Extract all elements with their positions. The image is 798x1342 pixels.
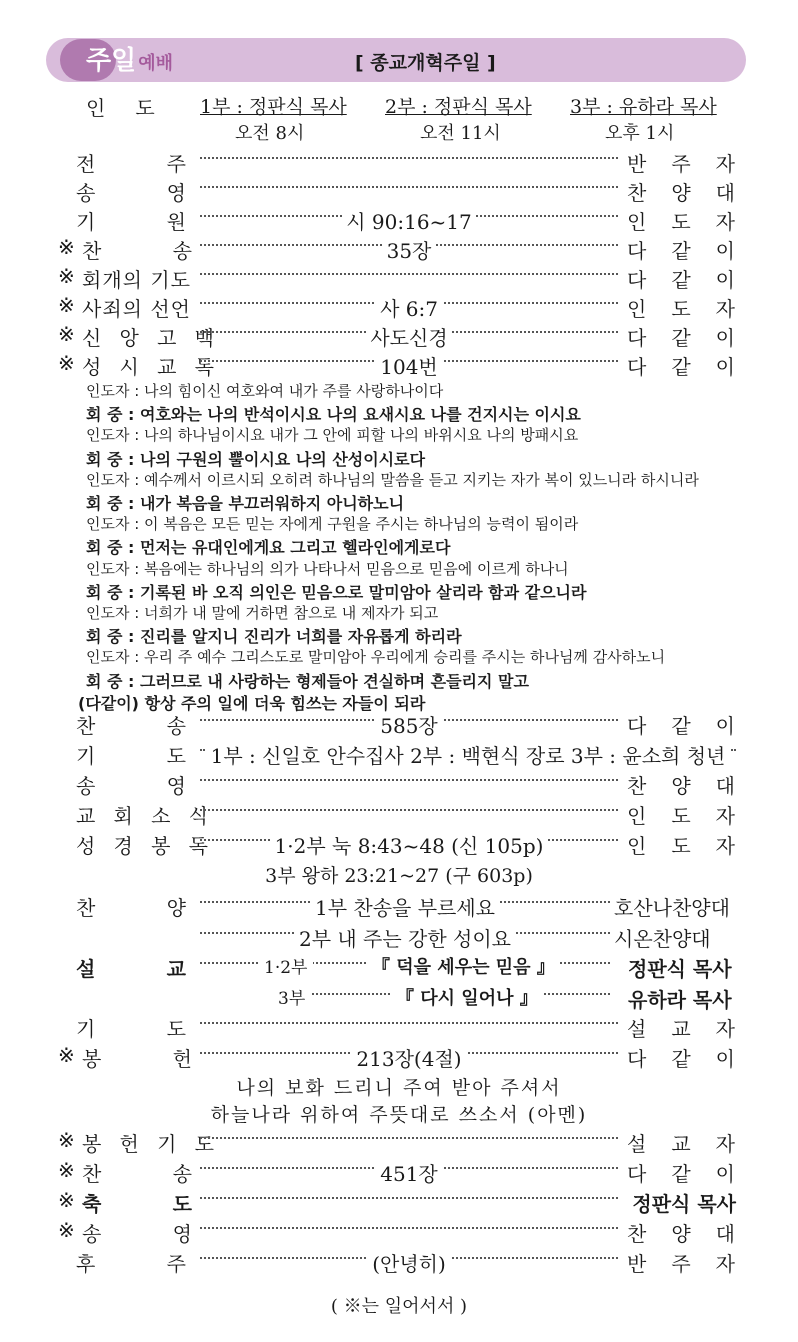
item-detail: 451장 [200,1158,618,1187]
dot-leader [200,273,618,275]
item-right: 설 교 자 [627,1132,735,1156]
item-label: 봉 헌 [82,1047,192,1071]
item-detail: 1부 : 신일호 안수집사 2부 : 백현식 장로 3부 : 윤소희 청년 [200,740,736,769]
order-item [0,710,798,738]
stand-mark: ※ [58,1218,75,1242]
item-right: 찬 양 대 [627,774,735,798]
item-right: 반 주 자 [627,152,735,176]
item-label: 신 앙 고 백 [82,326,214,350]
stand-mark: ※ [58,293,75,317]
praise-row [0,892,798,920]
stand-mark: ※ [58,1188,75,1212]
preacher: 정판식 목사 [628,957,732,981]
preacher: 유하라 목사 [628,988,732,1012]
stand-mark: ※ [58,1128,75,1152]
page-subtitle: [ 종교개혁주일 ] [355,52,496,74]
item-label: 교 회 소 식 [76,804,208,828]
dot-leader [200,1137,618,1139]
item-detail: 1·2부 눅 8:43~48 (신 105p) [200,830,618,859]
responsive-line: 인도자 : 우리 주 예수 그리스도로 말미암아 우리에게 승리를 주시는 하나님께 감사하노니 [86,648,666,667]
order-item [0,351,798,379]
stand-mark: ※ [58,322,75,346]
item-detail: 시 90:16~17 [200,206,618,235]
item-label: 전 주 [76,152,186,176]
order-item [0,1218,798,1246]
dot-leader [200,779,618,781]
item-label: 성 경 봉 독 [76,834,208,858]
order-item [0,740,798,768]
item-label: 송 영 [76,181,186,205]
offering-lyric: 나의 보화 드리니 주여 받아 주셔서 [236,1077,562,1099]
dot-leader [200,1022,618,1024]
item-right: 찬 양 대 [627,1222,735,1246]
praise-title: 2부 내 주는 강한 성이요 [290,923,520,952]
item-label: 찬 양 [76,896,186,920]
responsive-line: 인도자 : 나의 하나님이시요 내가 그 안에 피할 나의 바위시요 나의 방패시요 [86,426,579,445]
responsive-line: 인도자 : 복음에는 하나님의 의가 나타나서 믿음으로 믿음에 이르게 하나니 [86,559,569,578]
order-item [0,770,798,798]
item-detail: (안녕히) [200,1248,618,1277]
item-right: 정판식 목사 [632,1192,736,1216]
stand-mark: ※ [58,351,75,375]
service-time: 오후 1시 [605,123,675,144]
responsive-line: 인도자 : 이 복음은 모든 믿는 자에게 구원을 주시는 하나님의 능력이 됨이라 [86,515,579,534]
sermon-service: 1·2부 [258,953,313,978]
item-detail: 사도신경 [200,322,618,351]
item-detail: 사 6:7 [200,293,618,322]
item-label: 사죄의 선언 [82,297,191,321]
item-label: 설 교 [76,957,186,981]
item-label: 찬 송 [76,714,186,738]
item-label: 찬 송 [82,239,192,263]
order-item [0,1248,798,1276]
service-time: 오전 11시 [420,123,501,144]
service-name: 2부 : 정판식 목사 [385,96,532,118]
item-detail: 35장 [200,235,618,264]
item-detail: 104번 [200,351,618,380]
praise-choir: 시온찬양대 [614,927,711,951]
order-item [0,293,798,321]
item-right: 다 같 이 [627,714,735,738]
leader-label: 인도 [86,96,185,120]
item-right: 찬 양 대 [627,181,735,205]
sermon-service: 3부 [272,984,311,1009]
sermon-title: 『 다시 일어나 』 [392,984,542,1010]
item-label: 송 영 [82,1222,192,1246]
item-label: 기 도 [76,744,186,768]
responsive-line: 회 중 : 기록된 바 오직 의인은 믿음으로 말미암아 살리라 함과 같으니라 [86,582,587,602]
sermon-row [0,953,798,981]
responsive-line: 회 중 : 여호와는 나의 반석이시요 나의 요새시요 나를 건지시는 이시요 [86,405,581,425]
stand-mark: ※ [58,235,75,259]
item-detail: 585장 [200,710,618,739]
praise-row [0,923,798,951]
order-item [0,322,798,350]
stand-mark: ※ [58,264,75,288]
item-right: 설 교 자 [627,1017,735,1041]
dot-leader [200,1227,618,1229]
stand-mark: ※ [58,1043,75,1067]
item-label: 기 원 [76,210,186,234]
order-item [0,148,798,176]
responsive-line: 인도자 : 너희가 내 말에 거하면 참으로 내 제자가 되고 [86,604,439,622]
order-item [0,800,798,828]
praise-choir: 호산나찬양대 [614,896,730,920]
item-label: 회개의 기도 [82,268,191,292]
order-item [0,1158,798,1186]
order-item [0,177,798,205]
item-label: 찬 송 [82,1162,192,1186]
item-detail: 213장(4절) [200,1043,618,1072]
item-label: 송 영 [76,774,186,798]
item-right: 다 같 이 [627,268,735,292]
dot-leader [200,1197,618,1199]
sermon-row [0,984,798,1012]
item-label: 기 도 [76,1017,186,1041]
item-right: 인 도 자 [627,210,735,234]
scripture-3rd: 3부 왕하 23:21~27 (구 603p) [265,865,533,887]
responsive-line: 회 중 : 그러므로 내 사랑하는 형제들아 견실하며 흔들리지 말고 [86,671,529,691]
service-name: 3부 : 유하라 목사 [570,96,717,118]
responsive-line: 회 중 : 내가 복음을 부끄러워하지 아니하노니 [86,494,405,513]
responsive-line: 회 중 : 진리를 알지니 진리가 너희를 자유롭게 하리라 [86,627,462,647]
praise-title: 1부 찬송을 부르세요 [290,892,520,921]
dot-leader [200,157,618,159]
order-item [0,1013,798,1041]
responsive-line: 회 중 : 나의 구원의 뿔이시요 나의 산성이시로다 [86,449,426,469]
item-right: 다 같 이 [627,1047,735,1071]
item-label: 성 시 교 독 [82,355,214,379]
dot-leader [200,186,618,188]
responsive-line: 회 중 : 먼저는 유대인에게요 그리고 헬라인에게로다 [86,538,451,558]
item-right: 인 도 자 [627,297,735,321]
item-right: 다 같 이 [627,355,735,379]
responsive-line: (다같이) 항상 주의 일에 더욱 힘쓰는 자들이 되라 [78,693,426,713]
item-right: 다 같 이 [627,239,735,263]
order-item [0,1043,798,1071]
order-item [0,1188,798,1216]
item-label: 후 주 [76,1252,186,1276]
responsive-line: 인도자 : 예수께서 이르시되 오히려 하나님의 말씀을 듣고 지키는 자가 복이 있느니라 하시니라 [86,470,699,489]
order-item [0,264,798,292]
item-right: 인 도 자 [627,804,735,828]
dot-leader [200,809,618,811]
item-label: 봉 헌 기 도 [82,1132,214,1156]
footer-note: ( ※는 일어서서 ) [330,1296,468,1317]
stand-mark: ※ [58,1158,75,1182]
service-time: 오전 8시 [235,123,305,144]
responsive-line: 인도자 : 나의 힘이신 여호와여 내가 주를 사랑하나이다 [86,382,444,400]
offering-lyric: 하늘나라 위하여 주뜻대로 쓰소서 (아멘) [210,1104,588,1126]
order-item [0,1128,798,1156]
item-right: 다 같 이 [627,326,735,350]
order-item [0,235,798,263]
item-right: 다 같 이 [627,1162,735,1186]
page-title: 주일 예배 [86,46,174,76]
item-right: 반 주 자 [627,1252,735,1276]
order-item [0,206,798,234]
item-right: 인 도 자 [627,834,735,858]
order-item [0,830,798,858]
item-label: 축 도 [82,1192,192,1216]
sermon-title: 『 덕을 세우는 믿음 』 [368,953,559,979]
service-name: 1부 : 정판식 목사 [200,96,347,118]
